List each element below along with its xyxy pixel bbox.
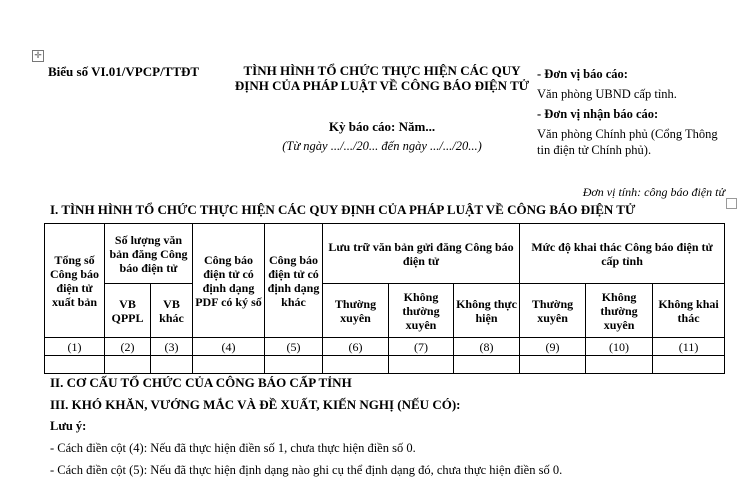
header-regular: Thường xuyên bbox=[323, 284, 389, 338]
reporting-unit-value: Văn phòng UBND cấp tỉnh. bbox=[537, 87, 677, 101]
column-number: (7) bbox=[389, 338, 454, 356]
header-vbqppl: VB QPPL bbox=[105, 284, 151, 338]
paragraph-marker bbox=[726, 198, 737, 209]
report-table bbox=[44, 223, 725, 374]
header-regular-usage: Thường xuyên bbox=[520, 284, 586, 338]
note-column-5: - Cách điền cột (5): Nếu đã thực hiện định dạng nào ghi cụ thể định dạng đó, chưa thực hiện điền số 0. bbox=[50, 463, 563, 477]
data-cell[interactable] bbox=[193, 356, 265, 374]
unit-note: Đơn vị tính: công báo điện tử bbox=[582, 185, 725, 199]
column-number: (11) bbox=[653, 338, 725, 356]
data-cell[interactable] bbox=[520, 356, 586, 374]
reporting-unit-label: - Đơn vị báo cáo: bbox=[537, 67, 628, 81]
report-date-range: (Từ ngày .../.../20... đến ngày .../.../20...) bbox=[282, 139, 482, 153]
data-cell[interactable] bbox=[45, 356, 105, 374]
table-row bbox=[45, 338, 725, 356]
data-cell[interactable] bbox=[586, 356, 653, 374]
table-move-handle-icon[interactable]: ✛ bbox=[32, 50, 44, 62]
report-period: Kỳ báo cáo: Năm... bbox=[328, 119, 436, 134]
column-number: (3) bbox=[151, 338, 193, 356]
column-number: (6) bbox=[323, 338, 389, 356]
section-3-heading: III. KHÓ KHĂN, VƯỚNG MẮC VÀ ĐỀ XUẤT, KIẾN NGHỊ (NẾU CÓ): bbox=[50, 397, 461, 412]
data-cell[interactable] bbox=[653, 356, 725, 374]
receiving-unit-label: - Đơn vị nhận báo cáo: bbox=[537, 107, 659, 121]
data-cell[interactable] bbox=[389, 356, 454, 374]
column-number: (4) bbox=[193, 338, 265, 356]
column-number: (9) bbox=[520, 338, 586, 356]
header-not-done: Không thực hiện bbox=[454, 284, 520, 338]
header-irregular: Không thường xuyên bbox=[389, 284, 454, 338]
table-row bbox=[45, 356, 725, 374]
receiving-unit-value: Văn phòng Chính phủ (Cổng Thông tin điện tử Chính phủ). bbox=[537, 127, 718, 157]
header-irregular-usage: Không thường xuyên bbox=[586, 284, 653, 338]
column-number: (8) bbox=[454, 338, 520, 356]
section-2-heading: II. CƠ CẤU TỔ CHỨC CỦA CÔNG BÁO CẤP TỈNH bbox=[50, 375, 352, 390]
header-storage: Lưu trữ văn bản gửi đăng Công báo điện tử bbox=[323, 224, 520, 284]
column-number: (1) bbox=[45, 338, 105, 356]
header-not-used: Không khai thác bbox=[653, 284, 725, 338]
header-other-format: Công báo điện tử có định dạng khác bbox=[265, 224, 323, 338]
data-cell[interactable] bbox=[454, 356, 520, 374]
header-vbkhac: VB khác bbox=[151, 284, 193, 338]
header-pdf: Công báo điện tử có định dạng PDF có ký số bbox=[193, 224, 265, 338]
data-cell[interactable] bbox=[151, 356, 193, 374]
column-number: (2) bbox=[105, 338, 151, 356]
data-cell[interactable] bbox=[323, 356, 389, 374]
report-title: TÌNH HÌNH TỔ CHỨC THỰC HIỆN CÁC QUY ĐỊNH CỦA PHÁP LUẬT VỀ CÔNG BÁO ĐIỆN TỬ bbox=[234, 63, 530, 93]
section-1-heading: I. TÌNH HÌNH TỔ CHỨC THỰC HIỆN CÁC QUY ĐỊNH CỦA PHÁP LUẬT VỀ CÔNG BÁO ĐIỆN TỬ bbox=[50, 202, 636, 217]
data-cell[interactable] bbox=[105, 356, 151, 374]
form-code: Biểu số VI.01/VPCP/TTĐT bbox=[48, 64, 200, 79]
note-column-4: - Cách điền cột (4): Nếu đã thực hiện điền số 1, chưa thực hiện điền số 0. bbox=[50, 441, 416, 455]
column-number: (5) bbox=[265, 338, 323, 356]
data-cell[interactable] bbox=[265, 356, 323, 374]
header-usage: Mức độ khai thác Công báo điện tử cấp tỉnh bbox=[520, 224, 725, 284]
note-title: Lưu ý: bbox=[50, 419, 87, 433]
header-docs: Số lượng văn bản đăng Công báo điện tử bbox=[105, 224, 193, 284]
header-total: Tổng số Công báo điện tử xuất bản bbox=[45, 224, 105, 338]
column-number: (10) bbox=[586, 338, 653, 356]
